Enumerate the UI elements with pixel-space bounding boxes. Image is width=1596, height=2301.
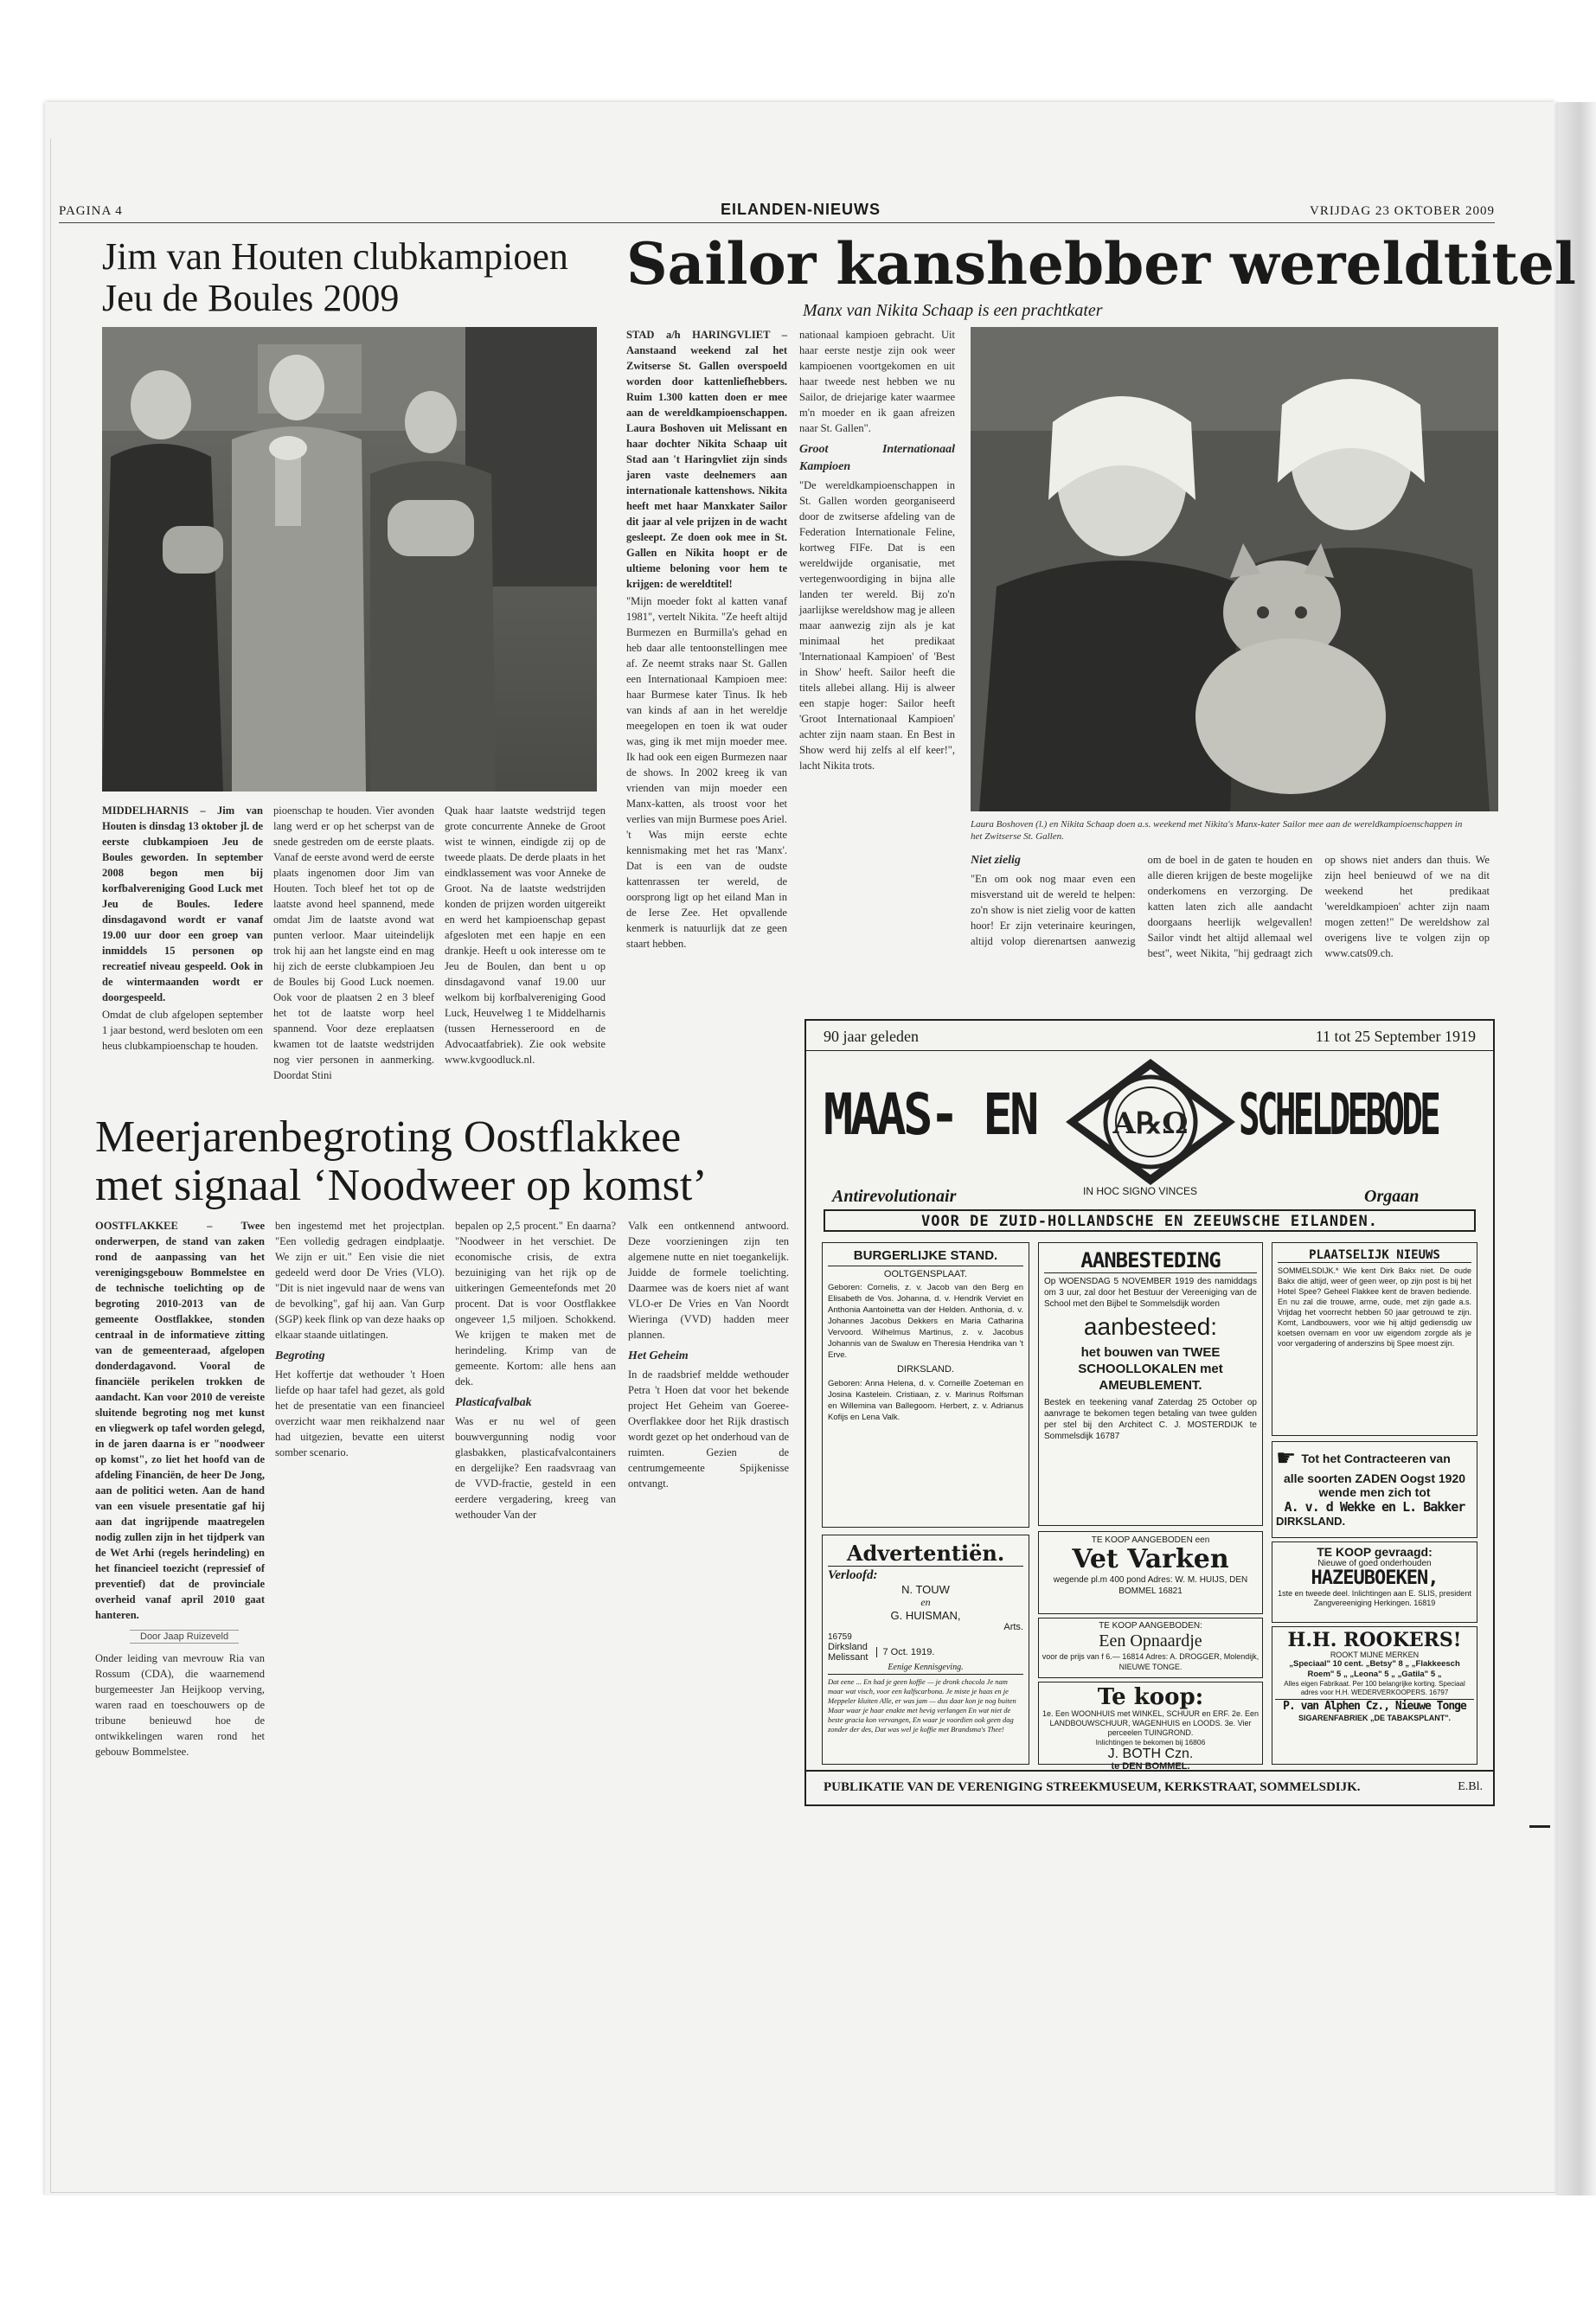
books-sub: Nieuwe of goed onderhouden [1317,1559,1432,1568]
cigars-text: Alles eigen Fabrikaat. Per 100 belangrijke korting. Speciaal adres voor H.H. WEDERVERKOOPERS. 16797 [1284,1680,1465,1696]
ad-engagement [822,1535,1029,1765]
antirevolutionary-seal-icon [1064,1057,1237,1187]
article3-lead: OOSTFLAKKEE – Twee onderwerpen, de stand van zaken rond de aanpassing van het verenigingsgebouw Bommelstee en de technische toelichting op de begroting 2010-2013 van de gemeente Oostflakkee, stonden centraal in de informatieve zitting van de gemeenteraad, afgelopen donderdagavond. Vooral de financiële perikelen trokken de aandacht. Kan voor 2010 de vereiste sluitende begroting nog met kunst en vliegwerk op tafel worden gelegd, in de jaren daarna is er "noodweer op komst", zo liet het hoofd van de afdeling Financiën, de heer De Jong, aan de politici weten. Aan de hand van een visuele presentatie gaf hij aan dat ingrijpende maatregelen nodig zullen zijn in het tijdperk van de Wet Arhi (regels herindeling) en het financieel toezicht (repressief of preventief) dat de provinciale overheid vanaf april 2010 gaat hanteren. [95,1220,265,1621]
seeds-head [1276,1445,1473,1471]
civil-registry-place1: OOLTGENSPLAAT. [883,1269,968,1279]
pig-text: wegende pl.m 400 pond Adres: W. M. HUIJS, DEN BOMMEL 16821 [1053,1575,1248,1596]
tender-title: AANBESTEDING [1044,1248,1257,1273]
article2-subtitle: Manx van Nikita Schaap is een prachtkater [803,301,1103,320]
article1-col2 [273,803,434,1085]
ad-seal-motto: IN HOC SIGNO VINCES [1083,1185,1198,1197]
scan-top-margin [0,0,1596,102]
article2-col2-body2: "De wereldkampioenschappen in St. Gallen worden georganiseerd door de zwitserse afdeling van de Federation Internationale Feline, kortweg FIFe. Dat is een wereldwijde organisatie, met vertegenwoordiging in bijna alle landen ter wereld. Bij zo'n jaarlijkse wereldshow mag je alleen maar aanwezig zijn als je kat minimaal het predikaat 'Internationaal Kampioen' of 'Best in Show' heeft. Sailor heeft die titels allebei allang. Hij is alweer een stapje hoger: Sailor heeft 'Groot Internationaal Kampioen' achter zijn naam staan. En Best in Show werd hij zelfs al elf keer!", lacht Nikita trots. [799,479,955,772]
svg-text:A℞Ω: A℞Ω [1112,1106,1189,1141]
page-number: PAGINA 4 [59,204,123,218]
ad-seeds [1272,1441,1477,1538]
ad-masthead-right: SCHELDEBODE [1239,1081,1439,1148]
engaged-number: 16759 [828,1632,852,1642]
ad-tag-right: Orgaan [1364,1187,1420,1206]
ad-right-header: 11 tot 25 September 1919 [1315,1028,1476,1045]
club-champions-photo [102,327,597,792]
article2-col3 [971,852,1490,961]
cigars-title: H.H. ROOKERS! [1287,1629,1462,1651]
horse-text: voor de prijs van f 6.— 16814 Adres: A. DROGGER, Molendijk, NIEUWE TONGE. [1042,1652,1259,1671]
ad-books [1272,1541,1477,1623]
ad-pig [1038,1531,1263,1614]
seeds-firm: A. v. d Wekke en L. Bakker [1284,1499,1465,1515]
engaged-title: Arts. [1003,1622,1023,1632]
article1-lead: MIDDELHARNIS – Jim van Houten is dinsdag 13 oktober jl. de eerste clubkampioen Jeu de Boules geworden. In september 2008 begon men bij korfbalvereniging Good Luck met Jeu de Boules. Iedere dinsdagavond wordt er vanaf 19.00 uur door een groep van inmiddels 15 personen op recreatief niveau gespeeld. Ook in de wintermaanden wordt er doorgespeeld. [102,804,263,1003]
article3-col4-body2: In de raadsbrief meldde wethouder Petra 't Hoen dat voor het bekende project Het Geheim van Goeree-Overflakkee door het Rijk drastisch wordt gezet op het onderhoud van de ruimten. Gezien de centrumgemeente Spijkenisse ontvangt. [628,1368,789,1490]
article1-photo [102,327,597,792]
tender-text: Op WOENSDAG 5 NOVEMBER 1919 des namiddags om 3 uur, zal door het Bestuur der Vereeniging van de School met den Bijbel te Sommelsdijk worden [1044,1277,1257,1309]
for-sale-title: Te koop: [1097,1684,1204,1710]
engaged-name2: G. HUISMAN, [890,1609,961,1622]
ad-tender [1038,1242,1263,1526]
article2-col2 [799,327,955,775]
article1-col2-body: pioenschap te houden. Vier avonden lang werd er op het scherpst van de snede gestreden om de eerste plaats. Vanaf de eerste avond werd de eerste plaats ingenomen door Jim van Houten. Toch bleef het tot op de laatste avond heel spannend, mede omdat Jim de laatste avond wat punten verloor. Maar uiteindelijk trok hij aan het langste eind en mag hij zich de eerste clubkampioen Jeu de Boules bij Good Luck noemen. Ook voor de plaatsen 2 en 3 bleef het tot de laatste worp heel spannend. Voor deze ereplaatsen kwamen tot de laatste wedstrijden nog vier personen in aanmerking. Doordat Stini [273,804,434,1081]
article3-col2-body: ben ingestemd met het projectplan. "Een volledig gedragen eindplaatje. We zijn er uit." Een visie die niet gedeeld werd door De Vries (VLO). "Dit is niet ingevuld naar de wens van de bevolking", gaf hij aan. Van Gurp (SGP) keek flink op van deze haaks op elkaar staande uitlatingen. [275,1220,445,1341]
scan-mark [1529,1825,1550,1828]
article3-col1-body: Onder leiding van mevrouw Ria van Rossum (CDA), die waarnemend burgemeester Jan Heijkoop verving, waren raad en toeschouwers op de tribune benieuwd hoe de ontwikkelingen waren rond het gebouw Bommelstee. [95,1652,265,1758]
cigars-list: „Speciaal" 10 cent. „Betsy" 8 „ „Flakkeesch Roem" 5 „ „Leona" 5 „ „Gatila" 5 „ [1289,1659,1460,1679]
tender-big: aanbesteed: [1083,1313,1218,1340]
ad-rule [806,1050,1493,1051]
article3-col3-body: bepalen op 2,5 procent." En daarna? "Noodweer in het verschiet. De economische crisis, de extra bezuiniging van het rijk op de uitkeringen Gemeentefonds met 20 procent. Dat is voor Oostflakkee ongeveer 1,5 miljoen. Schokkend. We krijgen te maken met de herindeling. Krimp van de gemeente. Kortom: alle hens aan dek. [455,1220,616,1388]
article2-title: Sailor kanshebber wereldtitel [626,230,1576,298]
article3-title-2: met signaal ‘Noodweer op komst’ [95,1161,708,1210]
books-text: 1ste en tweede deel. Inlichtingen aan E. SLIS, president Zangvereeniging Herkingen. 16819 [1278,1589,1471,1607]
article3-title-1: Meerjarenbegroting Oostflakkee [95,1112,682,1162]
ad-footer-mark: E.Bl. [1458,1780,1483,1793]
cigars-factory: SIGARENFABRIEK „DE TABAKSPLANT". [1298,1714,1452,1722]
article1-col3 [445,803,606,1069]
article3-col2-body2: Het koffertje dat wethouder 't Hoen liefde op haar tafel had gezet, als gold het de presentatie van een financieel overzicht waar men reikhalzend naar had uitgezien, bevatte een uiterst somber scenario. [275,1368,445,1458]
article3-subhead-b: Het Geheim [628,1349,689,1362]
engaged-note: Eenige Kennisgeving. [828,1663,1023,1675]
books-title: TE KOOP gevraagd: [1317,1545,1433,1559]
article1-col1 [102,803,263,1055]
page-spine [1556,102,1596,2195]
ad-horse [1038,1618,1263,1678]
article3-subhead-a: Begroting [275,1349,325,1362]
ad-civil-registry [822,1242,1029,1528]
engaged-places [828,1642,1023,1663]
article2-subhead-1: Groot Internationaal Kampioen [799,443,955,473]
ad-footer [804,1772,1495,1806]
engaged-place1: Dirksland [828,1642,868,1652]
article2-lead: STAD a/h HARINGVLIET – Aanstaand weekend zal het Zwitserse St. Gallen overspoeld worden door kattenliefhebbers. Ruim 1.300 katten doen er mee aan de wereldkampioenschappen. Laura Boshoven uit Melissant en haar dochter Nikita Schaap uit Stad aan 't Haringvliet zijn sinds jaren vaste deelnemers aan internationale kattenshows. Nikita heeft met haar Manxkater Sailor dit jaar al vele prijzen in de wacht gesleept. Ze doen ook mee in St. Gallen en Nikita hoopt er de ultieme beloning voor hem te krijgen: de wereldtitel! [626,329,787,590]
seeds-to: Tot het Contracteeren van [1301,1452,1451,1465]
ad-masthead-left: MAAS- EN [824,1081,1036,1148]
civil-registry-text2: Geboren: Anna Helena, d. v. Corneille Zoeteman en Josina Kastelein. Cristiaan, z. v. Marinus Rolfsman en Willemina van Ballegoom. Herbert, z. v. Adrianus Kofijs en Lena Valk. [828,1379,1023,1422]
ad-footer-text: PUBLIKATIE VAN DE VERENIGING STREEKMUSEUM, KERKSTRAAT, SOMMELSDIJK. [824,1780,1361,1794]
engaged-and: en [920,1596,931,1608]
cat-owners-photo [971,327,1498,811]
scan-bottom-margin [0,2195,1596,2301]
for-sale-place: te DEN BOMMEL. [1111,1761,1190,1772]
tea-poem: Dat eene ... En had je geen koffie — je dronk chocola Je nam maar wat visch, voor een kalfscarbona. Je miste je haas en je Meppeler kluiten Alle, er was jam — dus daar kon je nog buiten Maar waar je haar enakte met hevig verlangen En wat niet de beste gracia kon vervangen, En waar je voordien ook geen dag zonder der des, Dat was wel je koffie met Brandsma's Thee! [828,1677,1016,1734]
article1-col3-body: Quak haar laatste wedstrijd tegen grote concurrente Anneke de Groot wist te winnen, eindigde zij op de tweede plaats. De derde plaats in het eindklassement was voor Anneke de Groot. Na de laatste wedstrijden konden de prijzen worden uitgereikt en werd het kampioenschap gepast afgesloten met een hapje en een drankje. Heeft u ook interesse om te Jeu de Boulen, dan bent u op dinsdagavond vanaf 19.00 uur welkom bij korfbalvereniging Good Luck, Heuvelweg 1 te Middelharnis (tussen Hernesseroord en de Advocaatfabriek). Zie ook website www.kvgoodluck.nl. [445,804,606,1066]
local-news-text: SOMMELSDIJK.* Wie kent Dirk Bakx niet. De oude Bakx die altijd, weer of geen weer, op zijn post is bij het Hotel Spee? Geheel Flakkee kent de braven bediende. En nu zal die trouwe, arme, oude, met zijn gade a.s. Vrijdag het voorrecht hebben 50 jaar getrouwd te zijn. Komt, Landbouwers, voor wie hij altijd gediensdig uw koetsen overnam en voor uw eigendom zorgde als je voor vergadering of anderszins bij Spee moest zijn. [1278,1266,1471,1348]
article3-subhead-c: Plasticafvalbak [455,1396,532,1409]
article2-col1 [626,327,787,953]
ad-banner: VOOR DE ZUID-HOLLANDSCHE EN ZEEUWSCHE EILANDEN. [824,1209,1476,1232]
for-sale-text2: Inlichtingen te bekomen bij 16806 [1095,1738,1206,1747]
civil-registry-text1: Geboren: Cornelis, z. v. Jacob van den Berg en Elisabeth de Vos. Johanna, d. v. Hendrik Verviet en Anthonia Aantoinetta van der Helden. Anthonia, d. v. Johannes Jacobus Dekkers en Maria Catharina Vervoord. Wilhelmus Martinus, z. v. Jacobus Johannis van de Swaluw en Theresia Hendrika van 't Erve. [828,1283,1023,1360]
article2-col1-body: "Mijn moeder fokt al katten vanaf 1981", vertelt Nikita. "Ze heeft altijd Burmezen en Burmilla's gehad en heb daar alle tentoonstellingen mee af. Ze neemt straks naar St. Gallen een Internationaal Kampioen mee: haar Burmese kater Tinus. Ik heb van kinds af aan in het wereldje meegelopen en toen ik wat ouder was, ging ik met mijn moeder mee. Ik had ook een eigen Burmezen naar de shows. In 2002 kreeg ik van vrienden van mijn moeder een Manx-katten, als troost voor het verlies van mijn Burmese poes Ariel. 't Was mijn eerste echte kennismaking met het ras 'Manx'. Dat is een van de oudste kattenrassen ter wereld, de oorsprong ligt op het eiland Man in de Ierse Zee. Het opvallende kenmerk is natuurlijk dat ze geen staart hebben. [626,595,787,950]
engaged-name1: N. TOUW [901,1583,950,1596]
article1-title-2: Jeu de Boules 2009 [102,277,400,319]
ad-cigars [1272,1626,1477,1765]
seeds-text: alle soorten ZADEN Oogst 1920 wende men zich tot [1283,1471,1466,1499]
ad-left-header: 90 jaar geleden [824,1028,919,1045]
masthead: EILANDEN-NIEUWS [721,201,881,218]
books-name: HAZEUBOEKEN, [1311,1567,1439,1589]
for-sale-name: J. BOTH Czn. [1107,1747,1194,1761]
local-news-title: PLAATSELIJK NIEUWS [1278,1248,1471,1263]
tender-what: het bouwen van TWEE SCHOOLLOKALEN met AMEUBLEMENT. [1078,1345,1223,1393]
article3-col1 [95,1218,265,1761]
tender-text2: Bestek en teekening vanaf Zaterdag 25 October op aanvrage te bekomen tegen betaling van twee gulden per stel bij den Architect C. J. MOSTERDIJK te Sommelsdijk 16787 [1044,1398,1257,1441]
pig-koop: TE KOOP AANGEBODEN een [1091,1535,1210,1545]
pointing-hand-icon: ☛ [1276,1445,1297,1471]
ad-tag-left: Antirevolutionair [832,1187,957,1206]
article3-col4-body: Valk een ontkennend antwoord. Deze voorzieningen zijn ten algemene nutte en niet toegankelijk. Juidde de formele toelichting. Daarmee was de koers niet af want VLO-er De Vries en Van Noordt Wieringa (VVD) hadden meer plannen. [628,1220,789,1341]
article1-col1-body: Omdat de club afgelopen september 1 jaar bestond, werd besloten om een heus clubkampioenschap te houden. [102,1009,263,1052]
article2-col2-body: nationaal kampioen gebracht. Uit haar eerste nestje zijn ook weer kampioenen voortgekomen en uit haar tweede nest hebben we nu Sailor, de driejarige kater waarmee m'n moeder en ik gaan afreizen naar St. Gallen". [799,329,955,434]
cigars-sub: ROOKT MIJNE MERKEN [1330,1650,1420,1659]
ad-local-news [1272,1242,1477,1436]
civil-registry-title: BURGERLIJKE STAND. [828,1248,1023,1266]
article2-subhead-2: Niet zielig [971,854,1021,867]
seeds-place: DIRKSLAND. [1276,1515,1346,1528]
article2-col3-body: "En om ook nog maar even een misverstand uit de wereld te helpen: zo'n show is niet zielig voor de katten hoor! Er zijn veterinaire keuringen, altijd volop dierenartsen aanwezig om de boel in de gaten te houden en alle dieren krijgen de beste mogelijke onderkomens en verzorging. De katten laten zich alle aandacht doorgaans heerlijk welgevallen! Sailor vindt het altijd allemaal wel best", weet Nikita, "hij gedraagt zich op shows niet anders dan thuis. We zijn heel benieuwd of we na dit weekend het predikaat 'wereldkampioen' achter zijn naam mogen zetten!" De wereldshow zal overigens live te volgen zijn op www.cats09.ch. [971,854,1490,959]
civil-registry-place2: DIRKSLAND. [896,1364,955,1375]
article3-col2 [275,1218,445,1462]
page-header [59,201,1495,223]
horse-koop: TE KOOP AANGEBODEN: [1099,1621,1202,1631]
pig-title: Vet Varken [1072,1544,1229,1574]
adverts-title: Advertentiën. [828,1541,1023,1567]
article3-col3 [455,1218,616,1524]
issue-date: VRIJDAG 23 OKTOBER 2009 [1310,204,1495,218]
historic-ad-block [804,1019,1495,1772]
horse-title: Een Opnaardje [1099,1631,1202,1650]
engaged-place2: Melissant [828,1652,869,1663]
article1-title-1: Jim van Houten clubkampioen [102,235,568,278]
article2-photo [971,327,1498,811]
engaged-date: 7 Oct. 1919. [876,1647,934,1657]
article2-caption: Laura Boshoven (l.) en Nikita Schaap doen a.s. weekend met Nikita's Manx-kater Sailor mee aan de wereldkampioenschappen in het Zwitserse St. Gallen. [971,819,1463,842]
cigars-firm: P. van Alphen Cz., Nieuwe Tonge [1275,1699,1474,1714]
article3-col4 [628,1218,789,1493]
engaged-label: Verloofd: [828,1568,878,1582]
for-sale-text: 1e. Een WOONHUIS met WINKEL, SCHUUR en ERF. 2e. Een LANDBOUWSCHUUR, WAGENHUIS en LOODS. 3e. Vier perceelen TUINGROND. [1042,1709,1259,1737]
ad-for-sale [1038,1682,1263,1772]
article3-byline: Door Jaap Ruizeveld [130,1630,239,1644]
article3-col3-body2: Was er nu wel of geen bouwvergunning nodig voor glasbakken, plasticafvalcontainers en dergelijke? Een raadsvraag van de VVD-fractie, gesteld in een eerdere vergadering, kreeg van wethouder Van der [455,1415,616,1521]
